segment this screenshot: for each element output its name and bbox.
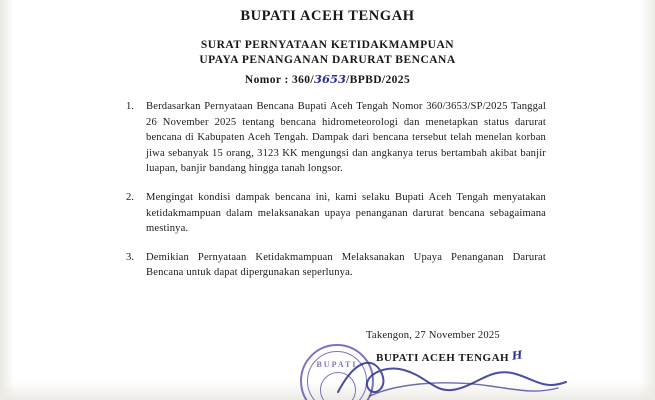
document-title: BUPATI ACEH TENGAH xyxy=(240,8,415,24)
list-item xyxy=(126,250,546,281)
document-number-suffix: /BPBD/2025 xyxy=(346,74,411,86)
signature-title xyxy=(356,348,586,364)
stamp-label: BUPATI xyxy=(316,360,358,369)
document-body xyxy=(126,99,546,294)
list-item-number: 3. xyxy=(126,251,134,263)
signature-block xyxy=(356,330,586,364)
document-number-handwritten: 3653 xyxy=(314,72,347,86)
document-subtitle xyxy=(0,38,655,68)
list-item xyxy=(126,190,546,237)
list-item-text: Berdasarkan Pernyataan Bencana Bupati Aceh Tengah Nomor 360/3653/SP/2025 Tanggal 26 November 2025 tentang bencana hidrometeorologi dan menetapkan status darurat bencana di Kabupaten Aceh Tengah. Dampak dari bencana tersebut telah menelan korban jiwa sebanyak 15 orang, 3123 KK mengungsi dan angkanya terus bertambah akibat banjir luapan, banjir bandang hingga tanah longsor. xyxy=(146,101,546,175)
subtitle-line-2: UPAYA PENANGANAN DARURAT BENCANA xyxy=(199,54,456,66)
document-number xyxy=(0,72,655,86)
list-item xyxy=(126,99,546,177)
subtitle-line-1: SURAT PERNYATAAN KETIDAKMAMPUAN xyxy=(200,39,455,51)
list-item-text: Demikian Pernyataan Ketidakmampuan Melaksanakan Upaya Penanganan Darurat Bencana untuk dapat dipergunakan seperlunya. xyxy=(146,251,546,279)
list-item-number: 1. xyxy=(126,101,134,112)
document-number-prefix: Nomor : 360/ xyxy=(244,74,315,86)
list-item-number: 2. xyxy=(126,191,134,203)
signature-title-text: BUPATI ACEH TENGAH xyxy=(376,352,510,364)
list-item-text: Mengingat kondisi dampak bencana ini, kami selaku Bupati Aceh Tengah menyatakan ketidakmampuan dalam melaksanakan upaya penanganan darurat bencana sebagaimana mestinya. xyxy=(146,191,546,235)
signature-place-date: Takengon, 27 November 2025 xyxy=(366,330,500,341)
signature-paraf: H xyxy=(511,348,525,363)
